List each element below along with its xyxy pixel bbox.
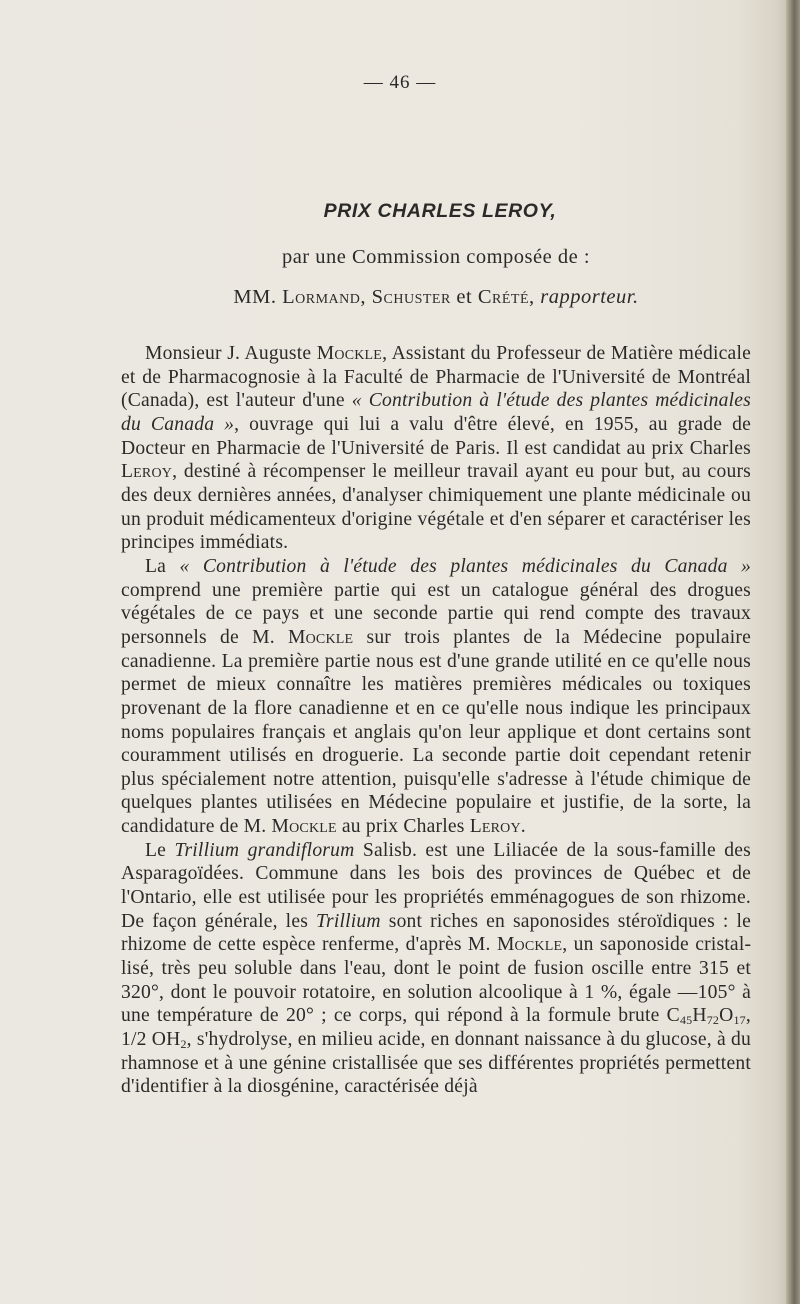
members-prefix: MM. [233, 286, 283, 308]
body-text [121, 342, 751, 1099]
author-name: Mockle [288, 626, 354, 648]
member-role: rapporteur. [540, 286, 639, 308]
member-name: Lormand [282, 286, 361, 308]
member-name: Crété [477, 286, 530, 308]
separator: , [360, 286, 372, 308]
text-run: , 1/2 OH [121, 1005, 751, 1051]
author-name: Mockle [496, 934, 563, 956]
separator: et [450, 286, 478, 308]
work-title: « Contribution à l'étude des plantes médicinales du Canada » [121, 390, 751, 435]
prize-name: Leroy [121, 461, 173, 483]
text-run: comprend une première partie qui est un catalogue général des drogues végétales de ce pays et une seconde partie qui rend compte des travaux personnels de M. [121, 579, 751, 648]
text-run: sont riches en saponosides stéroïdiques : le rhizome de cette espèce renferme, d'après M. [121, 910, 751, 956]
text-run: , ouvrage qui lui a valu d'être élevé, en 1955, au grade de Docteur en Pharmacie de l'Université de Paris. Il est candidat au prix Charles [121, 413, 751, 459]
author-name: Mockle [316, 343, 383, 364]
commission-members [0, 286, 800, 309]
text-run: , Assistant du Professeur de Matière médicale et de Pharmacognosie à la Faculté de Pharmacie de l'Université de Montréal (Canada), est l'auteur d'une [121, 343, 751, 412]
text-run: . [520, 816, 526, 838]
paragraph [121, 342, 751, 555]
section-title: PRIX CHARLES LEROY, [323, 200, 557, 222]
work-title: « Contribution à l'étude des plantes médicinales du Canada » [179, 555, 751, 577]
subscript: 2 [180, 1037, 187, 1052]
text-run: Le [145, 839, 175, 861]
page-edge-shadow [786, 0, 800, 1304]
text-run: au prix Charles [336, 816, 470, 838]
text-run: Salisb. est une Liliacée de la sous-famille des Asparagoïdées. Commune dans les bois des provinces de Québec et de l'Ontario, elle est utilisée pour les propriétés emménagogues de son rhizome. De façon générale, les [121, 839, 751, 932]
prize-name: Leroy [469, 816, 521, 838]
paragraph [121, 839, 751, 1099]
separator: , [529, 286, 541, 308]
text-run: , s'hydrolyse, en milieu acide, en donnant naissance à du glucose, à du rhamnose et à une génine cristallisée que ses différentes propriétés permettent d'identifier à la diosgénine, caractérisée déjà [121, 1029, 751, 1098]
paragraph [121, 555, 751, 839]
member-name: Schuster [371, 286, 451, 308]
text-run: , un saponoside cristallisé, très peu soluble dans l'eau, dont le point de fusion oscille entre 315 et 320°, dont le pouvoir rotatoire, en solution alcoolique à 1 %, égale —105° à une température de 20° ; ce corps, qui répond à la formule brute [121, 934, 752, 1027]
genus-name: Trillium [316, 910, 381, 932]
text-run: Monsieur J. Auguste [145, 343, 317, 364]
text-run: , destiné à récompenser le meilleur travail ayant eu pour but, au cours des deux dernières années, d'analyser chimiquement une plante médicinale ou un produit médicamenteux d'origine végétale et d'en séparer et caractériser les principes immédiats. [121, 461, 751, 554]
species-name: Trillium grandiflorum [174, 839, 355, 861]
text-run: sur trois plantes de la Médecine populaire canadienne. La première partie nous est d'une grande utilité en ce qu'elle nous permet de mieux connaître les matières premières médicales ou toxiques provenant de la flore canadienne et en ce qu'elle nous indique les principaux noms populaires français et anglais qu'on leur applique et dont certains sont couramment utilisés en droguerie. La seconde partie doit cependant retenir plus spécialement notre attention, puisqu'elle s'adresse à l'étude chimique de quelques plantes utilisées en Médecine populaire et justifie, de la sorte, la candidature de M. [121, 626, 751, 838]
author-name: Mockle [271, 816, 337, 838]
text-run: La [145, 555, 180, 577]
commission-line: par une Commission composée de : [281, 246, 591, 268]
chemical-formula: $C_{45}H_{72}O_{17}$ [666, 1005, 746, 1028]
page-number: — 46 — [363, 72, 437, 93]
